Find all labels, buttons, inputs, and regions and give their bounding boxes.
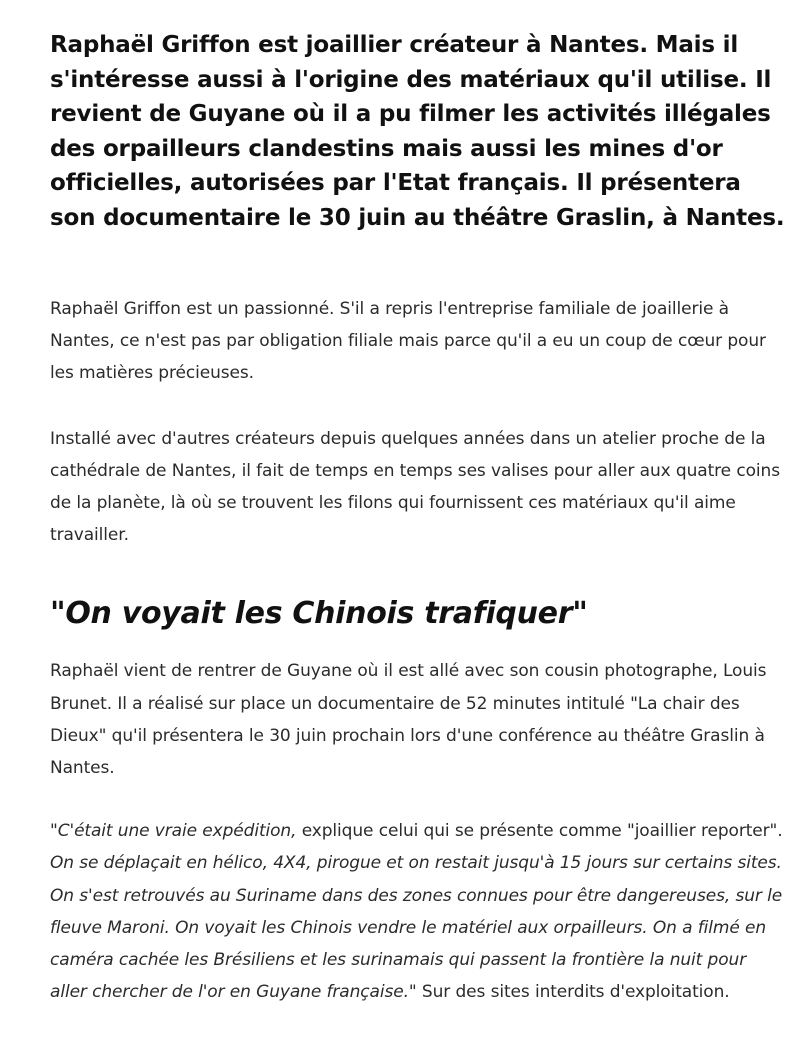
paragraph: Raphaël vient de rentrer de Guyane où il est allé avec son cousin photographe, Louis Brunet. Il a réalisé sur place un documentaire de 52 minutes intitulé "La chair des Dieux" qu'il présentera le 30 juin prochain lors d'une conférence au théâtre Graslin à Nantes.	[50, 661, 767, 779]
article-body	[50, 0, 785, 1008]
quote-paragraph	[50, 815, 785, 1008]
paragraph: Raphaël Griffon est un passionné. S'il a repris l'entreprise familiale de joaillerie à Nantes, ce n'est pas par obligation filiale mais parce qu'il a eu un coup de cœur pour les matières précieuses.	[50, 299, 766, 384]
quote-text: On se déplaçait en hélico, 4X4, pirogue et on restait jusqu'à 15 jours sur certains sites. On s'est retrouvés au Suriname dans des zones connues pour être dangereuses, sur le fleuve Maroni. On voyait les Chinois vendre le matériel aux orpailleurs. On a filmé en caméra cachée les Brésiliens et les surinamais qui passent la frontière la nuit pour aller chercher de l'or en Guyane française.	[50, 853, 783, 1003]
quote-closing: " Sur des sites interdits d'exploitation.	[408, 982, 730, 1003]
section-heading: "On voyait les Chinois trafiquer"	[50, 596, 588, 632]
quote-attribution: explique celui qui se présente comme "joaillier reporter".	[296, 821, 783, 842]
paragraph: Installé avec d'autres créateurs depuis quelques années dans un atelier proche de la cathédrale de Nantes, il fait de temps en temps ses valises pour aller aux quatre coins de la planète, là où se trouvent les filons qui fournissent ces matériaux qu'il aime travailler.	[50, 428, 780, 546]
quote-text: "C'était une vraie expédition,	[50, 821, 297, 842]
article-lead: Raphaël Griffon est joaillier créateur à Nantes. Mais il s'intéresse aussi à l'origine des matériaux qu'il utilise. Il revient de Guyane où il a pu filmer les activités illégales des orpailleurs clandestins mais aussi les mines d'or officielles, autorisées par l'Etat français. Il présentera son documentaire le 30 juin au théâtre Graslin, à Nantes.	[50, 32, 785, 231]
